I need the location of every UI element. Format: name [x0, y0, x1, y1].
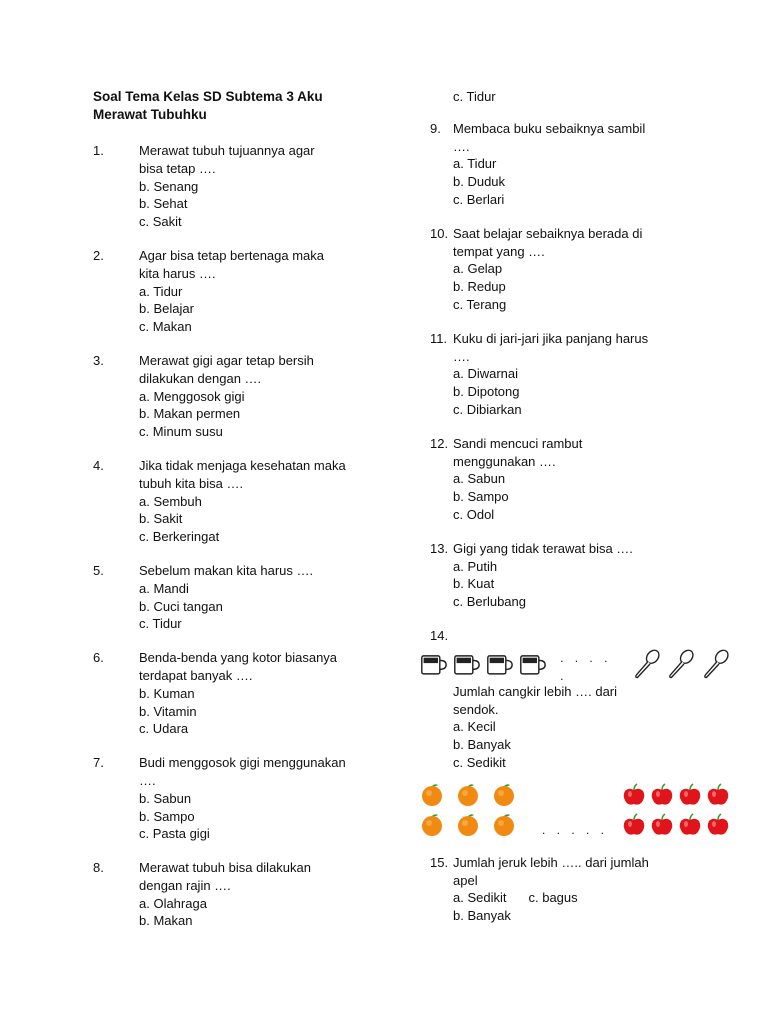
answer-option: c. Berkeringat [139, 529, 220, 545]
option-a: a. Kecil [453, 719, 496, 735]
answer-option: b. Makan permen [139, 406, 241, 422]
answer-option: b. Duduk [453, 174, 506, 190]
question-body [453, 120, 730, 209]
question-item [93, 247, 393, 336]
question-number: 11. [430, 330, 448, 346]
cup-icon [486, 651, 513, 677]
right-question-list [430, 120, 730, 611]
apple-icon [706, 813, 730, 837]
question-line: tubuh kita bisa …. [139, 475, 244, 491]
question-item [430, 120, 730, 209]
title-line-1: Soal Tema Kelas SD Subtema 3 Aku [93, 89, 323, 104]
question-body [139, 457, 393, 546]
apple-group [622, 813, 730, 837]
question-line: menggunakan …. [453, 453, 556, 469]
question-number: 13. [430, 540, 449, 556]
left-column [93, 88, 393, 946]
answer-option: b. Sampo [139, 808, 195, 824]
question-body [139, 754, 393, 843]
apple-icon [622, 813, 646, 837]
option-row [453, 889, 730, 907]
answer-option: c. Dibiarkan [453, 401, 522, 417]
apple-icon [650, 813, 674, 837]
separator-dots: . . . . . [542, 822, 609, 837]
orange-icon [456, 813, 480, 837]
question-number: 10. [430, 225, 449, 241]
answer-option: a. Olahraga [139, 895, 207, 911]
question-number: 3. [93, 352, 104, 368]
question-line: sendok. [453, 701, 499, 717]
option-text: c. Tidur [453, 89, 496, 104]
question-line: dilakukan dengan …. [139, 370, 262, 386]
question-body [139, 247, 393, 336]
answer-option: b. Dipotong [453, 384, 520, 400]
question-item [430, 540, 730, 611]
answer-option: b. Sakit [139, 511, 183, 527]
question-item [430, 330, 730, 419]
answer-option: b. Belajar [139, 301, 194, 317]
answer-option: b. Kuat [453, 576, 495, 592]
question-line: …. [453, 348, 470, 364]
separator-dots: . . . . . [560, 650, 612, 683]
answer-option: b. Kuman [139, 685, 195, 701]
question-number: 4. [93, 457, 104, 473]
question-number: 14. [430, 627, 449, 643]
question-item [430, 225, 730, 314]
question-item [93, 754, 393, 843]
apple-icon [622, 783, 646, 807]
question-number: 12. [430, 435, 449, 451]
question-line: Sandi mencuci rambut [453, 435, 583, 451]
question-body [453, 435, 730, 524]
apple-group [622, 783, 730, 807]
answer-option: b. Redup [453, 279, 506, 295]
spoon-icon [701, 647, 730, 681]
question-line: Budi menggosok gigi menggunakan [139, 755, 346, 771]
question-item [93, 457, 393, 546]
question-body [139, 649, 393, 738]
question-number: 7. [93, 755, 104, 771]
question-line: terdapat banyak …. [139, 667, 253, 683]
question-line: …. [453, 138, 470, 154]
question-number: 1. [93, 143, 104, 158]
spoon-icon [632, 647, 661, 681]
answer-option: a. Menggosok gigi [139, 388, 245, 404]
question-15 [430, 854, 730, 925]
question-number: 9. [430, 120, 441, 136]
answer-option: c. Terang [453, 296, 507, 312]
apple-icon [706, 783, 730, 807]
right-column [430, 88, 730, 941]
answer-option: c. Makan [139, 319, 192, 335]
question-item [93, 352, 393, 441]
fruit-row [420, 780, 730, 810]
question-body [139, 352, 393, 441]
left-question-list [93, 142, 393, 930]
question-line: Merawat gigi agar tetap bersih [139, 352, 314, 368]
question-line: Jumlah cangkir lebih …. dari [453, 683, 618, 699]
answer-option: a. Tidur [139, 283, 183, 299]
answer-option: c. Tidur [139, 616, 182, 632]
answer-option: c. Pasta gigi [139, 826, 210, 842]
question-line: apel [453, 872, 478, 888]
cup-icon [453, 651, 480, 677]
option-b: b. Banyak [453, 908, 511, 924]
question-line: Agar bisa tetap bertenaga maka [139, 247, 325, 263]
answer-option: b. Cuci tangan [139, 598, 223, 614]
option-c: c. bagus [528, 890, 578, 906]
question-number: 8. [93, 860, 104, 876]
title-line-2: Merawat Tubuhku [93, 107, 207, 122]
answer-option: c. Berlubang [453, 594, 526, 610]
question-body [453, 854, 730, 925]
answer-option: c. Sakit [139, 214, 182, 230]
answer-option: b. Sampo [453, 489, 509, 505]
answer-option: a. Putih [453, 558, 498, 574]
apple-icon [650, 783, 674, 807]
question-line: Merawat tubuh tujuannya agar [139, 143, 315, 158]
question-line: Jumlah jeruk lebih ….. dari jumlah [453, 854, 649, 870]
cups-and-spoons-picture [420, 647, 730, 681]
question-line: kita harus …. [139, 265, 216, 281]
answer-option: c. Odol [453, 506, 495, 522]
oranges-and-apples-picture [430, 780, 730, 840]
question-body [453, 330, 730, 419]
question-item [93, 142, 393, 231]
question-item [430, 435, 730, 524]
option-a: a. Sedikit [453, 890, 507, 906]
question-body [139, 142, 393, 231]
option-b: b. Banyak [453, 737, 511, 753]
question-item [93, 562, 393, 633]
answer-option: c. Udara [139, 721, 189, 737]
question-14 [430, 627, 730, 772]
question-8-continued [430, 88, 730, 106]
question-item [93, 859, 393, 930]
question-line: Kuku di jari-jari jika panjang harus [453, 330, 649, 346]
answer-option: a. Sembuh [139, 493, 202, 509]
question-number: 5. [93, 562, 104, 578]
question-line: Benda-benda yang kotor biasanya [139, 650, 338, 666]
question-item [93, 649, 393, 738]
answer-option: b. Vitamin [139, 703, 197, 719]
orange-icon [492, 783, 516, 807]
cup-icon [420, 651, 447, 677]
answer-option: a. Mandi [139, 580, 189, 596]
question-line: Sebelum makan kita harus …. [139, 562, 314, 578]
question-line: Jika tidak menjaga kesehatan maka [139, 457, 346, 473]
apple-icon [678, 783, 702, 807]
orange-icon [420, 813, 444, 837]
answer-option: b. Sehat [139, 196, 188, 212]
answer-option: b. Makan [139, 913, 193, 929]
answer-option: c. Minum susu [139, 424, 223, 440]
question-body [453, 225, 730, 314]
spoon-icon [666, 647, 695, 681]
question-line: Merawat tubuh bisa dilakukan [139, 860, 311, 876]
answer-option: a. Tidur [453, 156, 497, 172]
apple-icon [678, 813, 702, 837]
fruit-row [420, 810, 730, 840]
question-line: Membaca buku sebaiknya sambil [453, 120, 646, 136]
worksheet-title [93, 88, 343, 124]
question-line: Saat belajar sebaiknya berada di [453, 225, 643, 241]
cup-icon [519, 651, 546, 677]
answer-option: b. Senang [139, 178, 199, 194]
answer-option: a. Diwarnai [453, 366, 519, 382]
answer-option: a. Sabun [453, 471, 506, 487]
option-c: c. Sedikit [453, 754, 506, 770]
orange-icon [420, 783, 444, 807]
question-line: Gigi yang tidak terawat bisa …. [453, 540, 633, 556]
question-body [139, 859, 393, 930]
question-number: 6. [93, 650, 104, 666]
question-body [139, 562, 393, 633]
question-line: …. [139, 772, 156, 788]
question-body [453, 540, 730, 611]
answer-option: b. Sabun [139, 790, 192, 806]
question-line: tempat yang …. [453, 243, 545, 259]
question-line: bisa tetap …. [139, 160, 216, 176]
orange-icon [456, 783, 480, 807]
answer-option: c. Berlari [453, 191, 505, 207]
orange-icon [492, 813, 516, 837]
question-number: 15. [430, 854, 449, 870]
question-number: 2. [93, 247, 104, 263]
question-body [453, 683, 730, 772]
question-line: dengan rajin …. [139, 877, 231, 893]
answer-option: a. Gelap [453, 261, 503, 277]
